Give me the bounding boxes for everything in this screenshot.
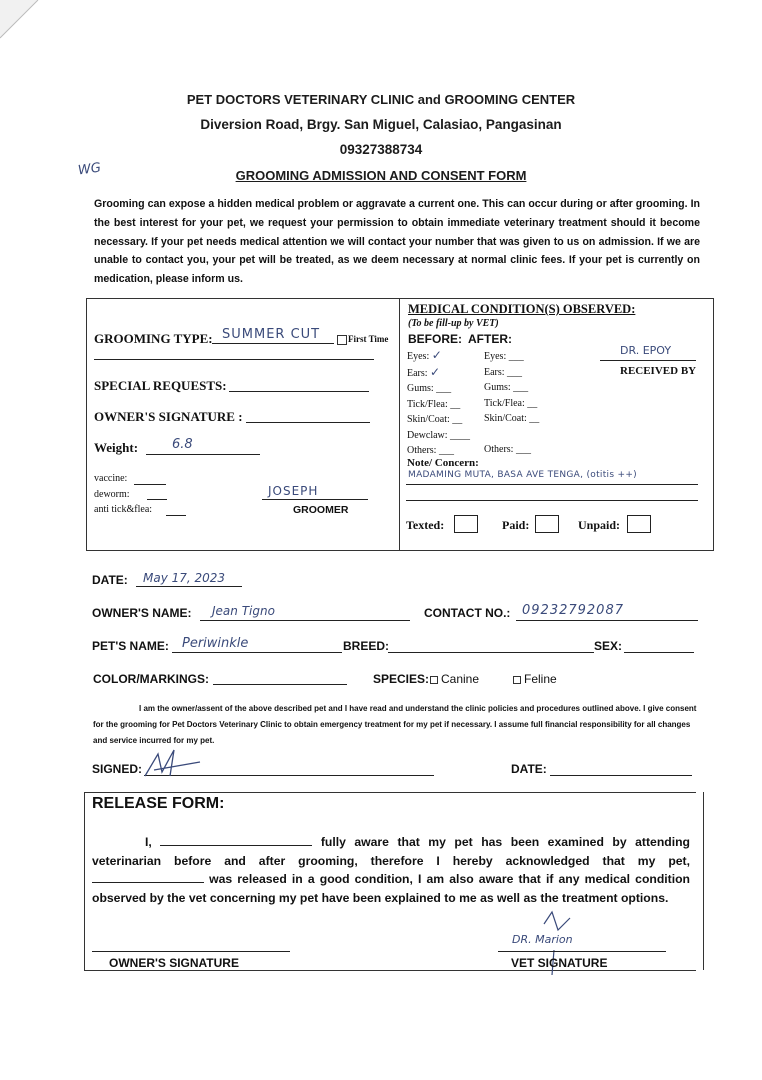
- vet-signature-value: DR. Marion: [512, 933, 573, 946]
- sex-label: SEX:: [594, 639, 623, 653]
- release-title: RELEASE FORM:: [92, 795, 225, 812]
- before-eyes: Eyes: ✓: [407, 348, 442, 362]
- special-requests-field[interactable]: [229, 391, 369, 392]
- owner-name-label: OWNER'S NAME:: [92, 606, 192, 620]
- sex-field[interactable]: [624, 652, 694, 653]
- date-value: May 17, 2023: [143, 571, 226, 585]
- before-dewclaw: Dewclaw: ____: [407, 429, 471, 441]
- vet-signature-label: VET SIGNATURE: [511, 956, 608, 970]
- weight-value: 6.8: [172, 437, 193, 452]
- after-ears: Ears: ___: [484, 366, 523, 378]
- owner-name-field[interactable]: [200, 620, 410, 621]
- margin-note: WG: [77, 160, 102, 179]
- before-ears-check: ✓: [430, 364, 441, 379]
- grooming-type-label: GROOMING TYPE:: [94, 331, 213, 346]
- texted-label: Texted:: [406, 518, 445, 532]
- anti-tick-label: anti tick&flea:: [94, 504, 153, 515]
- release-name-field[interactable]: [160, 845, 312, 846]
- consent-paragraph: I am the owner/assent of the above described pet and I have read and understand the clinic policies and procedures outlined above. I give consent for the grooming for Pet Doctors Veterinary Clinic to obtain emergency treatment for my pet if necessary. I assume full financial responsibility for all changes and service incurred for my pet.: [93, 704, 697, 745]
- before-eyes-check: ✓: [431, 348, 442, 362]
- feline-checkbox[interactable]: [513, 676, 521, 684]
- first-time-label: First Time: [348, 334, 389, 344]
- release-bottom-rule: [84, 970, 696, 971]
- medical-subtitle: (To be fill-up by VET): [408, 318, 499, 329]
- owner-name-value: Jean Tigno: [212, 604, 275, 618]
- vaccine-field[interactable]: [134, 484, 166, 485]
- contact-label: CONTACT NO.:: [424, 606, 511, 620]
- species-label: SPECIES:: [373, 672, 430, 686]
- canine-checkbox[interactable]: [430, 676, 438, 684]
- before-skin: Skin/Coat: __: [407, 414, 463, 425]
- color-markings-field[interactable]: [213, 684, 347, 685]
- after-skin: Skin/Coat: __: [484, 413, 540, 424]
- release-pet-field[interactable]: [92, 882, 204, 883]
- box-divider: [399, 299, 400, 550]
- note-label: Note/ Concern:: [407, 457, 479, 469]
- release-text-2: was released in a good condition, I am also aware that if any medical condition observed by the vet concerning my pet have been explained to me as well as the treatment options.: [92, 872, 690, 905]
- owner-signature-release-label: OWNER'S SIGNATURE: [109, 956, 239, 970]
- release-left-rule: [84, 792, 85, 970]
- pet-name-label: PET'S NAME:: [92, 639, 169, 653]
- feline-label: Feline: [524, 672, 557, 686]
- color-markings-label: COLOR/MARKINGS:: [93, 672, 209, 686]
- contact-value: 09232792087: [522, 603, 624, 618]
- received-by-line: [600, 360, 696, 361]
- release-paragraph: [92, 833, 690, 907]
- groomer-label: GROOMER: [293, 504, 349, 516]
- owner-signature-field[interactable]: [246, 422, 370, 423]
- before-others: Others: ___: [407, 445, 454, 456]
- clinic-address: Diversion Road, Brgy. San Miguel, Calasiao, Pangasinan: [200, 117, 562, 132]
- after-others: Others: ___: [484, 444, 531, 455]
- signed-label: SIGNED:: [92, 762, 143, 776]
- vaccine-label: vaccine:: [94, 473, 128, 484]
- release-text-1: fully aware that my pet has been examined by attending veterinarian before and after grooming, therefore I hereby acknowledged that my pet,: [92, 835, 690, 868]
- before-label: BEFORE:: [408, 332, 462, 346]
- vet-signature-field[interactable]: [498, 951, 666, 952]
- groomer-line: [262, 499, 368, 500]
- signed-date-field[interactable]: [550, 775, 692, 776]
- before-ears: Ears: ✓: [407, 364, 441, 379]
- deworm-label: deworm:: [94, 489, 130, 500]
- contact-field[interactable]: [516, 620, 698, 621]
- form-title: GROOMING ADMISSION AND CONSENT FORM: [235, 168, 527, 183]
- first-time-checkbox[interactable]: [337, 335, 347, 345]
- weight-field[interactable]: [146, 454, 260, 455]
- texted-checkbox[interactable]: [454, 515, 478, 533]
- canine-label: Canine: [441, 672, 480, 686]
- before-items: [407, 348, 470, 459]
- release-intro: I,: [145, 835, 152, 849]
- paid-checkbox[interactable]: [535, 515, 559, 533]
- unpaid-label: Unpaid:: [578, 518, 621, 532]
- anti-tick-field[interactable]: [166, 515, 186, 516]
- breed-field[interactable]: [388, 652, 594, 653]
- breed-label: BREED:: [343, 639, 390, 653]
- special-requests-label: SPECIAL REQUESTS:: [94, 378, 227, 393]
- after-label: AFTER:: [468, 332, 512, 346]
- pet-name-value: Periwinkle: [182, 636, 249, 651]
- received-by-label: RECEIVED BY: [620, 365, 697, 377]
- clinic-phone: 09327388734: [339, 142, 423, 157]
- pet-name-field[interactable]: [172, 652, 342, 653]
- after-tick: Tick/Flea: __: [484, 397, 538, 409]
- medical-title: MEDICAL CONDITION(S) OBSERVED:: [408, 302, 636, 316]
- note-line-1: [406, 484, 698, 485]
- after-items: [484, 349, 539, 458]
- release-right-rule: [703, 792, 704, 970]
- note-line-2: [406, 500, 698, 501]
- page-fold-decoration: [0, 0, 40, 40]
- note-value: MADAMING MUTA, BASA AVE TENGA, (otitis ++): [408, 470, 637, 480]
- owner-signature-label: OWNER'S SIGNATURE :: [94, 409, 243, 424]
- intro-paragraph: Grooming can expose a hidden medical problem or aggravate a current one. This can occur during or after grooming. In the best interest for your pet, we request your permission to obtain immediate veterinary treatment should it become necessary. If your pet needs medical attention we will contact your number that was given to us on admission. If we are unable to contact you, your pet will be treated, as we deem necessary at normal clinic fees. If your pet is currently on medication, please inform us.: [94, 198, 700, 286]
- before-tick: Tick/Flea: __: [407, 398, 461, 410]
- deworm-field[interactable]: [147, 499, 167, 500]
- release-top-rule: [84, 792, 696, 793]
- grooming-type-line-2: [94, 359, 374, 360]
- signed-date-label: DATE:: [511, 762, 547, 776]
- received-by-name: DR. EPOY: [620, 344, 672, 357]
- date-label: DATE:: [92, 573, 128, 587]
- grooming-type-field[interactable]: [212, 343, 334, 344]
- date-field[interactable]: [136, 586, 242, 587]
- after-eyes: Eyes: ___: [484, 351, 524, 362]
- paid-label: Paid:: [502, 518, 530, 532]
- after-gums: Gums: ___: [484, 382, 529, 393]
- before-gums: Gums: ___: [407, 383, 452, 394]
- unpaid-checkbox[interactable]: [627, 515, 651, 533]
- grooming-type-value: SUMMER CUT: [222, 327, 321, 342]
- groomer-name: JOSEPH: [268, 484, 319, 498]
- clinic-name: PET DOCTORS VETERINARY CLINIC and GROOMING CENTER: [186, 92, 576, 107]
- weight-label: Weight:: [94, 440, 139, 455]
- owner-signature-release-field[interactable]: [92, 951, 290, 952]
- owner-signature-scribble: [140, 746, 210, 780]
